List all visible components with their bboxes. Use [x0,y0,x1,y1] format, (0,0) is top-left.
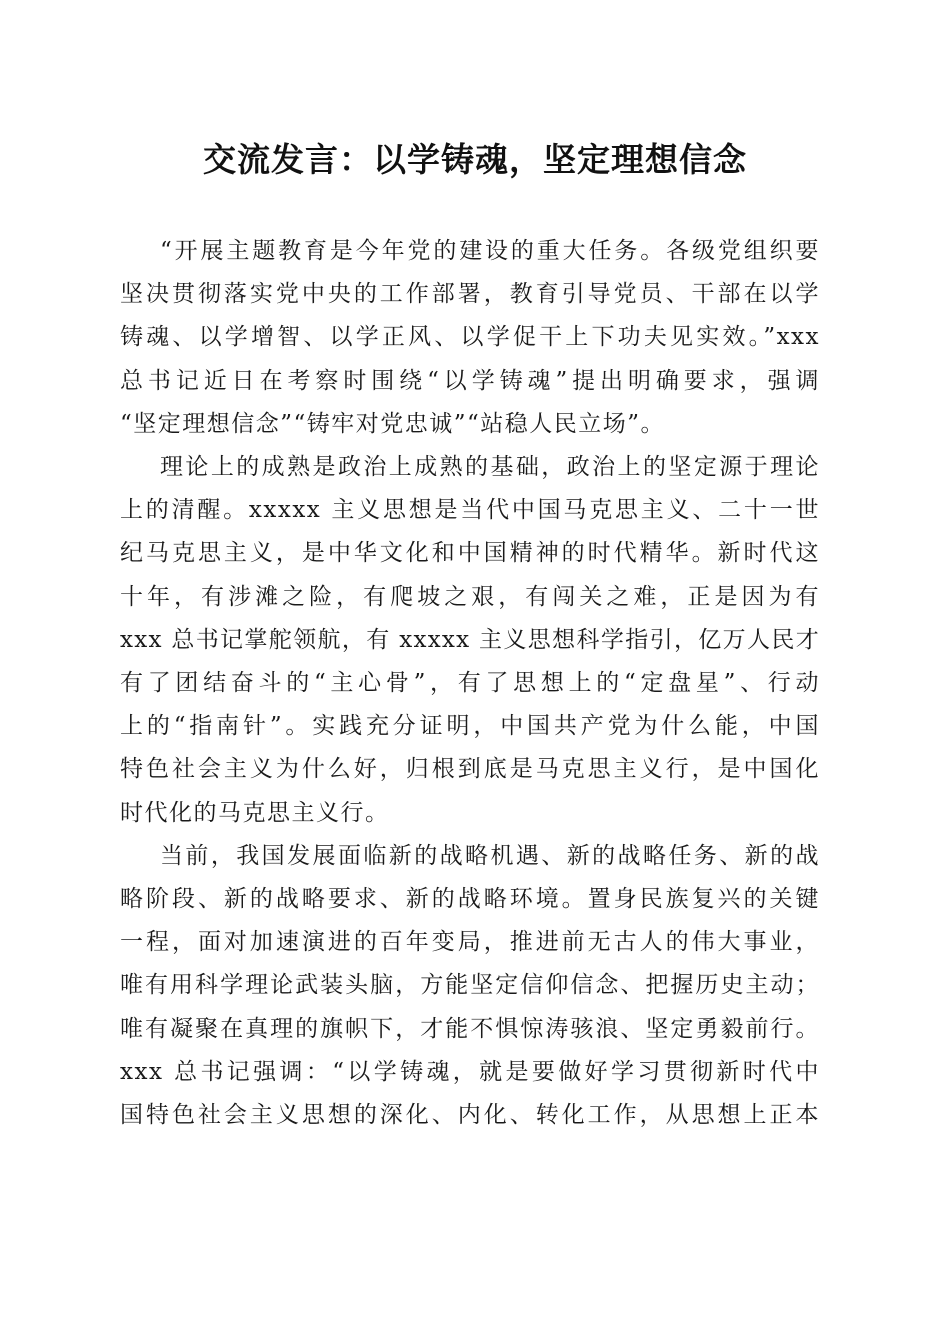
document-body [120,230,820,1137]
text-line: 国特色社会主义思想的深化、内化、转化工作，从思想上正本 [120,1102,820,1129]
text-line: 唯有凝聚在真理的旗帜下，才能不惧惊涛骇浪、坚定勇毅前行。 [120,1015,820,1042]
text-line: 十年，有涉滩之险，有爬坡之艰，有闯关之难，正是因为有 [120,583,820,610]
text-line: 铸魂、以学增智、以学正风、以学促干上下功夫见实效。”xxx [120,324,820,351]
text-line: 上的“指南针”。实践充分证明，中国共产党为什么能，中国 [120,713,820,740]
text-line: 当前，我国发展面临新的战略机遇、新的战略任务、新的战 [160,842,820,869]
text-line: “坚定理想信念”“铸牢对党忠诚”“站稳人民立场”。 [120,410,666,437]
paragraph-3 [120,835,820,1137]
text-line: xxx 总书记掌舵领航，有 xxxxx 主义思想科学指引，亿万人民才 [120,626,820,653]
text-line: 时代化的马克思主义行。 [120,799,390,826]
text-line: 理论上的成熟是政治上成熟的基础，政治上的坚定源于理论 [160,454,820,481]
text-line: 上的清醒。xxxxx 主义思想是当代中国马克思主义、二十一世 [120,497,820,524]
text-line: 总书记近日在考察时围绕“以学铸魂”提出明确要求，强调 [120,367,820,394]
document-title: 交流发言：以学铸魂，坚定理想信念 [203,140,747,179]
text-line: 特色社会主义为什么好，归根到底是马克思主义行，是中国化 [120,756,820,783]
text-line: 坚决贯彻落实党中央的工作部署，教育引导党员、干部在以学 [120,281,820,308]
paragraph-1 [120,230,820,446]
text-line: 一程，面对加速演进的百年变局，推进前无古人的伟大事业， [120,929,820,956]
text-line: “开展主题教育是今年党的建设的重大任务。各级党组织要 [160,238,820,264]
text-line: 唯有用科学理论武装头脑，方能坚定信仰信念、把握历史主动； [120,972,820,999]
paragraph-2 [120,446,820,835]
text-line: xxx 总书记强调：“以学铸魂，就是要做好学习贯彻新时代中 [120,1058,820,1085]
text-line: 纪马克思主义，是中华文化和中国精神的时代精华。新时代这 [120,540,820,567]
text-line: 有了团结奋斗的“主心骨”，有了思想上的“定盘星”、行动 [120,670,820,697]
text-line: 略阶段、新的战略要求、新的战略环境。置身民族复兴的关键 [120,886,820,913]
